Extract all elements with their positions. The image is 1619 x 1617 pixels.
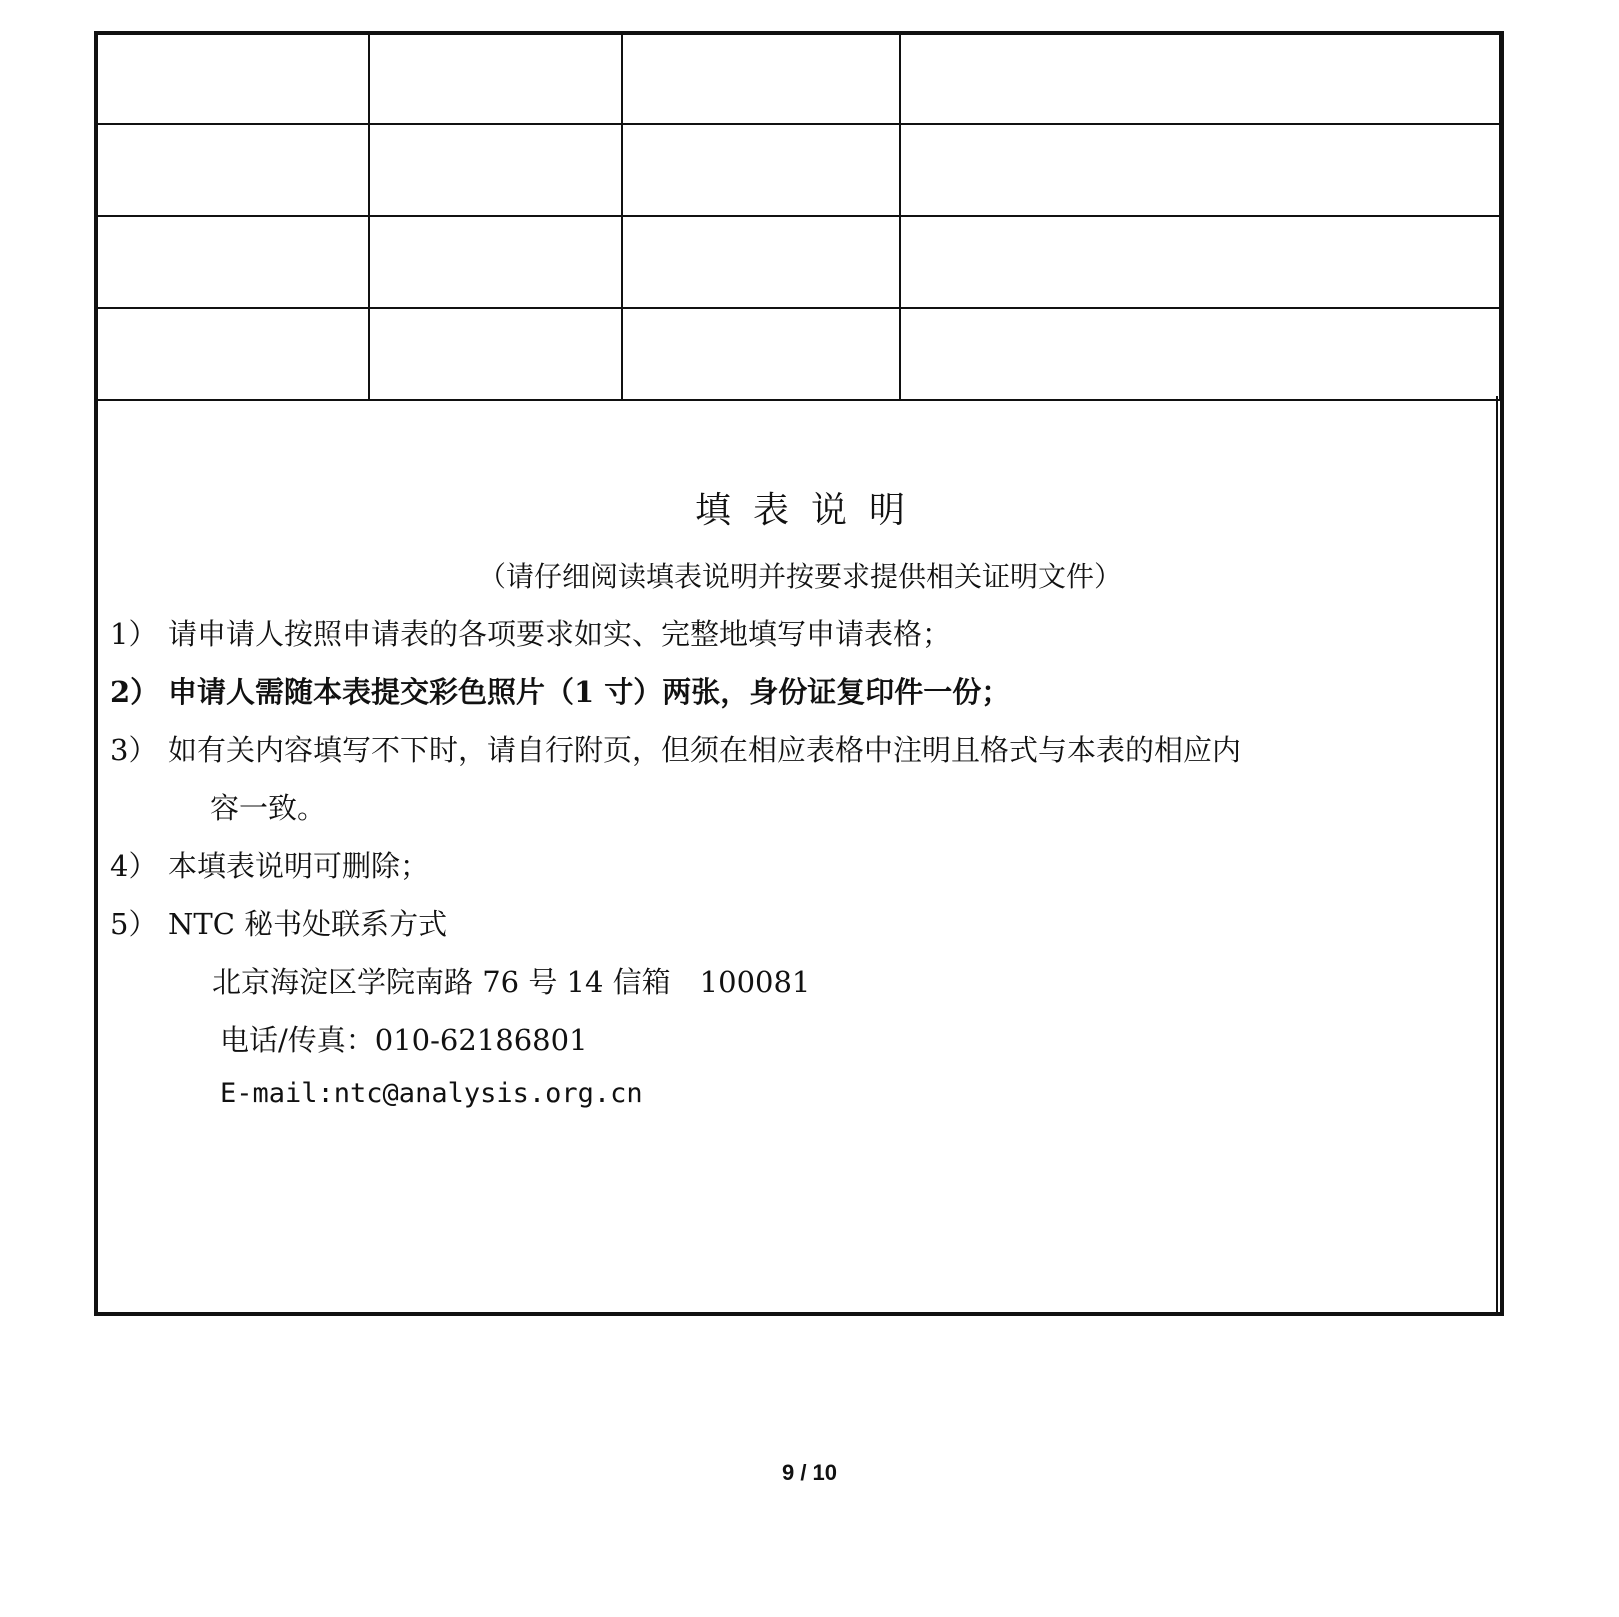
table-cell [622,33,900,124]
instruction-item-2 [110,670,1010,711]
table-cell [96,124,369,216]
instruction-number: 5） [110,907,158,941]
table-row [96,308,1500,400]
instruction-number: 3） [110,733,158,767]
table-cell [96,33,369,124]
instruction-text: 请申请人按照申请表的各项要求如实、完整地填写申请表格； [168,617,952,651]
table-cell [96,216,369,308]
instruction-text: 本填表说明可删除； [168,849,430,883]
table-row [96,216,1500,308]
table-cell [369,124,622,216]
table-cell [369,33,622,124]
contact-phone: 电话/传真：010-62186801 [220,1023,588,1057]
instruction-item-1 [110,612,951,653]
table-cell [369,216,622,308]
instruction-item-3 [110,728,1241,769]
table-cell [900,216,1500,308]
table-cell [622,216,900,308]
instruction-item-4 [110,844,429,885]
page-number: 9 / 10 [781,1460,838,1485]
instructions-title: 填表说明 [694,490,927,531]
contact-email: E-mail:ntc@analysis.org.cn [220,1078,643,1109]
instruction-number: 4） [110,849,158,883]
instruction-text: 申请人需随本表提交彩色照片（1 寸）两张，身份证复印件一份； [168,675,1011,709]
table-cell [96,308,369,400]
table-cell [622,308,900,400]
table-cell [900,33,1500,124]
table-cell [900,308,1500,400]
instruction-text: 如有关内容填写不下时，请自行附页，但须在相应表格中注明且格式与本表的相应内 [168,733,1242,767]
instruction-item-3-continuation: 容一致。 [210,791,327,825]
table-cell [622,124,900,216]
contact-address: 北京海淀区学院南路 76 号 14 信箱 100081 [212,965,811,999]
instruction-text: NTC 秘书处联系方式 [168,907,448,941]
table-row [96,33,1500,124]
instruction-number: 2） [110,675,160,709]
table-cell [369,308,622,400]
form-table [96,33,1502,401]
instruction-number: 1） [110,617,158,651]
instructions-subtitle: （请仔细阅读填表说明并按要求提供相关证明文件） [477,560,1122,593]
table-cell [900,124,1500,216]
frame-double-line [1496,396,1498,1314]
instruction-item-5 [110,902,447,943]
table-row [96,124,1500,216]
